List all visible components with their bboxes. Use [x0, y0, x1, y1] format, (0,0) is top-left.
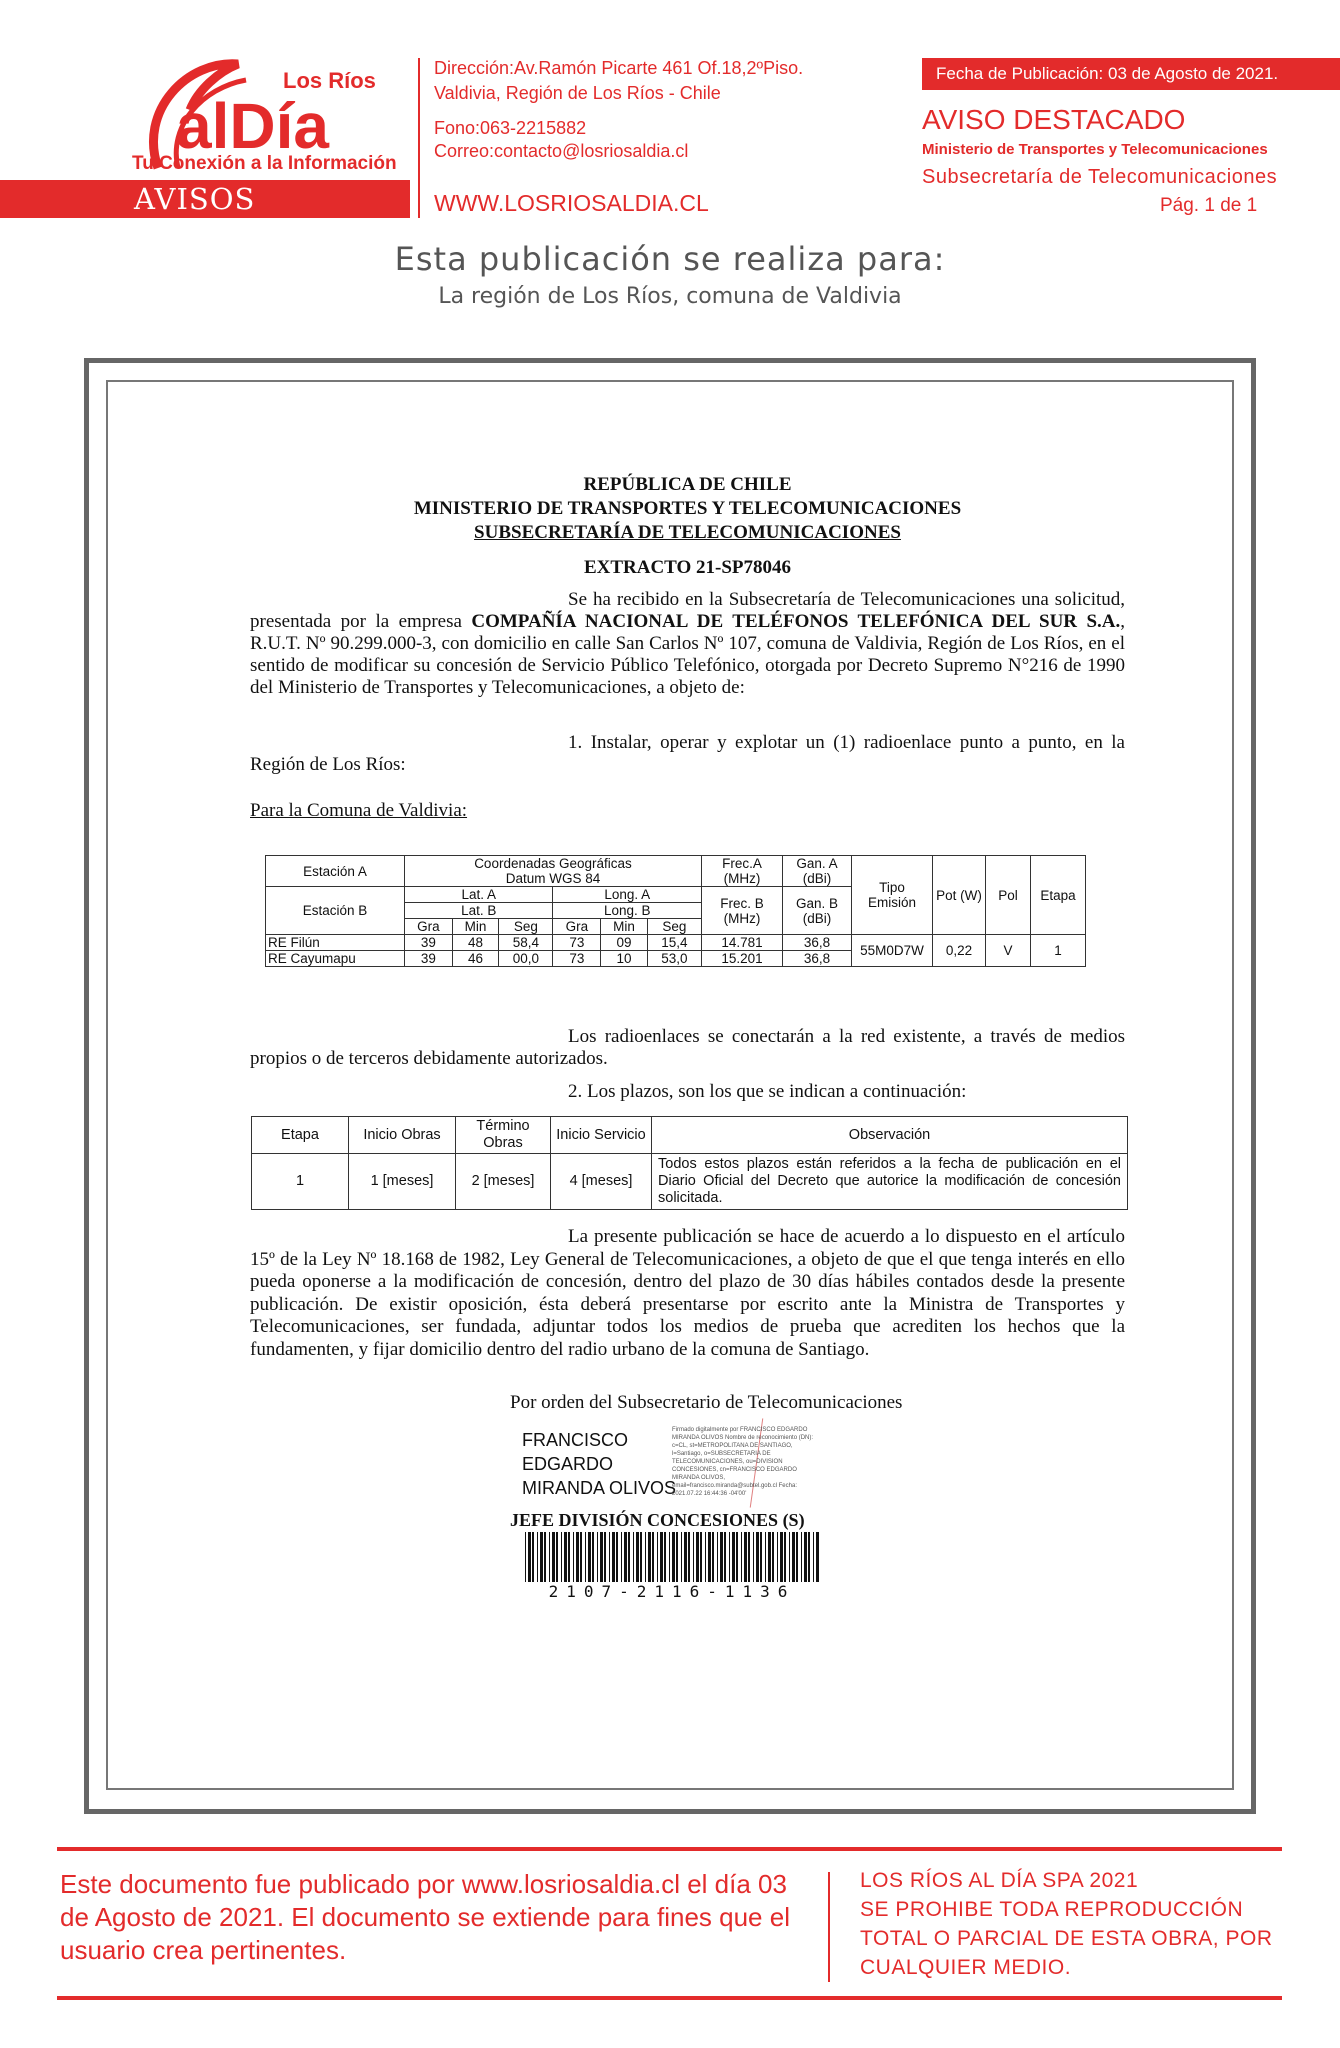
publicacion-heading: Esta publicación se realiza para:: [394, 240, 946, 278]
barcode-bar: [736, 1532, 738, 1582]
barcode-bar: [664, 1532, 666, 1582]
th-frec-b: Frec. B (MHz): [702, 887, 783, 935]
barcode-bar: [672, 1532, 675, 1582]
barcode-bar: [748, 1532, 750, 1582]
barcode-bar: [792, 1532, 795, 1582]
th-frec-a: Frec.A (MHz): [702, 856, 783, 887]
footer-publication-note: Este documento fue publicado por www.losriosaldia.cl el día 03 de Agosto de 2021. El documento se extiende para fines que el usuario crea pertinentes.: [60, 1869, 790, 1965]
th-estacion-b: Estación B: [266, 887, 405, 935]
barcode-bar: [732, 1532, 735, 1582]
th-pol: Pol: [986, 856, 1031, 935]
footer-top-rule: [57, 1847, 1282, 1851]
footer-divider: [828, 1872, 830, 1982]
header-divider: [418, 58, 420, 218]
plazos-table: [251, 1116, 1128, 1210]
table-row: RE Filún 39 48 58,4 73 09 15,4 14.781 36,8 55M0D7W 0,22 V 1: [266, 935, 1086, 951]
th-tipo-emision: Tipo Emisión: [852, 856, 933, 935]
th-inicio-obras: Inicio Obras: [349, 1117, 456, 1154]
barcode-bar: [756, 1532, 759, 1582]
th-gan-a: Gan. A (dBi): [783, 856, 852, 887]
doc-heading-republica: REPÚBLICA DE CHILE: [583, 474, 792, 495]
th-long-a: Long. A: [553, 887, 702, 903]
digital-signature-details: Firmado digitalmente por FRANCISCO EDGARDO MIRANDA OLIVOS Nombre de reconocimiento (DN): c=CL, st=METROPOLITANA DE SANTIAGO, l=Santiago, o=SUBSECRETARIA DE TELECOMUNICACIONES, ou=DIVISION CONCESIONES, cn=FRANCISCO EDGARDO MIRANDA OLIVOS, email=francisco.miranda@subtel.gob.cl Fecha: 2021.07.22 16:44:36 -04'00': [672, 1427, 814, 1497]
th-termino-obras: Término Obras: [456, 1117, 551, 1154]
barcode-bar: [801, 1532, 802, 1582]
barcode-number: 2107-2116-1136: [548, 1582, 796, 1601]
barcode-bar: [780, 1532, 783, 1582]
barcode-bar: [573, 1532, 574, 1582]
th-coordenadas: Coordenadas Geográficas Datum WGS 84: [405, 856, 702, 887]
avisos-legales-label: AVISOS LEGALES: [134, 182, 286, 254]
table-row: RE Cayumapu 39 46 00,0 73 10 53,0 15.201 36,8: [266, 951, 1086, 967]
barcode-bar: [585, 1532, 586, 1582]
barcode-bar: [717, 1532, 718, 1582]
doc-heading-ministerio: MINISTERIO DE TRANSPORTES Y TELECOMUNICACIONES: [413, 498, 962, 519]
pot-value: 0,22: [933, 935, 986, 967]
aviso-subsecretaria: Subsecretaría de Telecomunicaciones: [922, 166, 1278, 188]
th-sub: Seg: [499, 919, 553, 935]
contact-address-line2: Valdivia, Región de Los Ríos - Chile: [434, 83, 721, 103]
pol-value: V: [986, 935, 1031, 967]
doc-comuna-label: Para la Comuna de Valdivia:: [250, 800, 468, 821]
footer-copyright: [860, 1866, 1290, 1982]
barcode-bar: [588, 1532, 591, 1582]
etapa-value: 1: [1031, 935, 1086, 967]
barcode-bar: [612, 1532, 615, 1582]
barcode-bar: [568, 1532, 570, 1582]
logo-brand-top: Los Ríos: [283, 68, 376, 93]
barcode-bar: [600, 1532, 603, 1582]
barcode-bar: [660, 1532, 663, 1582]
barcode-bar: [640, 1532, 642, 1582]
barcode-bar: [616, 1532, 618, 1582]
doc-heading-subsecretaria: SUBSECRETARÍA DE TELECOMUNICACIONES: [474, 522, 901, 543]
barcode-bar: [705, 1532, 706, 1582]
th-sub: Seg: [647, 919, 701, 935]
th-sub: Gra: [405, 919, 453, 935]
barcode-bar: [604, 1532, 606, 1582]
company-name: COMPAÑÍA NACIONAL DE TELÉFONOS TELEFÓNICA DEL SUR S.A.: [471, 611, 1121, 632]
th-lat-b: Lat. B: [405, 903, 553, 919]
aviso-title: AVISO DESTACADO: [922, 104, 1186, 135]
signer-name: FRANCISCO EDGARDO MIRANDA OLIVOS: [522, 1430, 677, 1498]
barcode-bar: [681, 1532, 682, 1582]
logo-tagline: Tu Conexión a la Información: [132, 153, 397, 174]
barcode-bar: [636, 1532, 639, 1582]
barcode-bar: [789, 1532, 790, 1582]
barcode-bar: [688, 1532, 690, 1582]
barcode-bar: [684, 1532, 687, 1582]
barcode-bar: [724, 1532, 726, 1582]
barcode-bar: [592, 1532, 594, 1582]
barcode-bar: [720, 1532, 723, 1582]
barcode-bar: [708, 1532, 711, 1582]
doc-paragraph-plazos: 2. Los plazos, son los que se indican a continuación:: [568, 1081, 967, 1102]
th-pot: Pot (W): [933, 856, 986, 935]
signer-title: JEFE DIVISIÓN CONCESIONES (S): [510, 1510, 805, 1530]
barcode-bar: [645, 1532, 646, 1582]
barcode-bar: [753, 1532, 754, 1582]
barcode-bar: [693, 1532, 694, 1582]
barcode-bar: [537, 1532, 538, 1582]
doc-paragraph-instalar: 1. Instalar, operar y explotar un (1) radioenlace punto a punto, en la Región de Los Ríos:: [250, 732, 1125, 775]
tipo-emision-value: 55M0D7W: [852, 935, 933, 967]
publicacion-region: La región de Los Ríos, comuna de Valdivia: [438, 284, 902, 309]
barcode-bar: [525, 1532, 526, 1582]
barcode-bar: [621, 1532, 622, 1582]
barcode-bar: [696, 1532, 699, 1582]
barcode-bar: [808, 1532, 810, 1582]
doc-por-orden: Por orden del Subsecretario de Telecomunicaciones: [510, 1392, 903, 1413]
page-indicator: Pág. 1 de 1: [1160, 195, 1258, 216]
th-long-b: Long. B: [553, 903, 702, 919]
barcode-bar: [768, 1532, 771, 1582]
table-row: 1 1 [meses] 2 [meses] 4 [meses] Todos estos plazos están referidos a la fecha de publicación en el Diario Oficial del Decreto que autorice la modificación de concesión solicitada.: [252, 1154, 1128, 1210]
barcode-bar: [564, 1532, 567, 1582]
barcode-bar: [544, 1532, 546, 1582]
barcode-bar: [765, 1532, 766, 1582]
barcode-bar: [784, 1532, 786, 1582]
barcode-bar: [652, 1532, 654, 1582]
doc-paragraph-radioenlaces: Los radioenlaces se conectarán a la red existente, a través de medios propios o de terceros debidamente autorizados.: [250, 1026, 1125, 1069]
th-lat-a: Lat. A: [405, 887, 553, 903]
barcode-bar: [633, 1532, 634, 1582]
th-inicio-servicio: Inicio Servicio: [551, 1117, 652, 1154]
barcode-bar: [804, 1532, 807, 1582]
th-sub: Min: [452, 919, 498, 935]
contact-email[interactable]: Correo:contacto@losriosaldia.cl: [434, 141, 689, 161]
barcode-bar: [741, 1532, 742, 1582]
logo-brand-main: alDía: [176, 90, 329, 162]
doc-paragraph-ley: La presente publicación se hace de acuerdo a lo dispuesto en el artículo 15º de la Ley Nº 18.168 de 1982, Ley General de Telecomunicaciones, a objeto de que el que tenga interés en ello pueda oponerse a la modificación de concesión, dentro del plazo de 30 días hábiles contados desde la presente publicación. De existir oposición, ésta deberá presentarse por escrito ante la Ministra de Transportes y Telecomunicaciones, ser fundada, adjuntar todos los medios de prueba que acrediten los hechos que la fundamenten, y fijar domicilio dentro del radio urbano de la comuna de Santiago.: [250, 1226, 1125, 1360]
barcode-bar: [729, 1532, 730, 1582]
footer-copyright-line2: SE PROHIBE TODA REPRODUCCIÓN TOTAL O PARCIAL DE ESTA OBRA, POR CUALQUIER MEDIO.: [860, 1898, 1273, 1979]
barcode-bar: [657, 1532, 658, 1582]
barcode-bar: [744, 1532, 747, 1582]
barcode-bar: [772, 1532, 774, 1582]
barcode-bar: [597, 1532, 598, 1582]
barcode-bar: [532, 1532, 534, 1582]
th-estacion-a: Estación A: [266, 856, 405, 887]
barcode-bar: [816, 1532, 819, 1582]
barcode-graphic: [523, 1532, 821, 1582]
th-etapa: Etapa: [1031, 856, 1086, 935]
barcode-bar: [700, 1532, 702, 1582]
barcode-bar: [552, 1532, 555, 1582]
barcode-bar: [676, 1532, 678, 1582]
th-sub: Gra: [553, 919, 601, 935]
contact-phone: Fono:063-2215882: [434, 118, 587, 138]
th-etapa: Etapa: [252, 1117, 349, 1154]
barcode-bar: [580, 1532, 582, 1582]
barcode-bar: [648, 1532, 651, 1582]
barcode-bar: [760, 1532, 762, 1582]
barcode-bar: [609, 1532, 610, 1582]
doc-paragraph-solicitud: Se ha recibido en la Subsecretaría de Telecomunicaciones una solicitud, presentada por la empresa COMPAÑÍA NACIONAL DE TELÉFONOS TELEFÓNICA DEL SUR S.A., R.U.T. Nº 90.299.000-3, con domicilio en calle San Carlos Nº 107, comuna de Valdivia, Región de Los Ríos, en el sentido de modificar su concesión de Servicio Público Telefónico, otorgada por Decreto Supremo N°216 de 1990 del Ministerio de Transportes y Telecomunicaciones, a objeto de:: [250, 589, 1125, 698]
barcode-bar: [669, 1532, 670, 1582]
barcode-bar: [628, 1532, 630, 1582]
footer-copyright-line1: LOS RÍOS AL DÍA SPA 2021: [860, 1869, 1139, 1892]
website-link[interactable]: WWW.LOSRIOSALDIA.CL: [434, 190, 709, 216]
barcode-bar: [777, 1532, 778, 1582]
th-gan-b: Gan. B (dBi): [783, 887, 852, 935]
th-observacion: Observación: [652, 1117, 1128, 1154]
barcode-bar: [813, 1532, 814, 1582]
doc-extracto: EXTRACTO 21-SP78046: [583, 557, 792, 578]
barcode-bar: [624, 1532, 627, 1582]
barcode-bar: [712, 1532, 714, 1582]
fecha-publicacion-badge: Fecha de Publicación: 03 de Agosto de 2021.: [922, 58, 1340, 90]
footer-bottom-rule: [57, 1996, 1282, 2000]
barcode-bar: [556, 1532, 558, 1582]
barcode-bar: [528, 1532, 531, 1582]
barcode-bar: [540, 1532, 543, 1582]
aviso-ministerio: Ministerio de Transportes y Telecomunicaciones: [922, 141, 1268, 158]
coordenadas-table: [265, 855, 1086, 967]
barcode-bar: [576, 1532, 579, 1582]
contact-address-line1: Dirección:Av.Ramón Picarte 461 Of.18,2ºPiso.: [434, 58, 804, 78]
barcode-bar: [549, 1532, 550, 1582]
th-sub: Min: [601, 919, 647, 935]
barcode-bar: [796, 1532, 798, 1582]
barcode-bar: [561, 1532, 562, 1582]
